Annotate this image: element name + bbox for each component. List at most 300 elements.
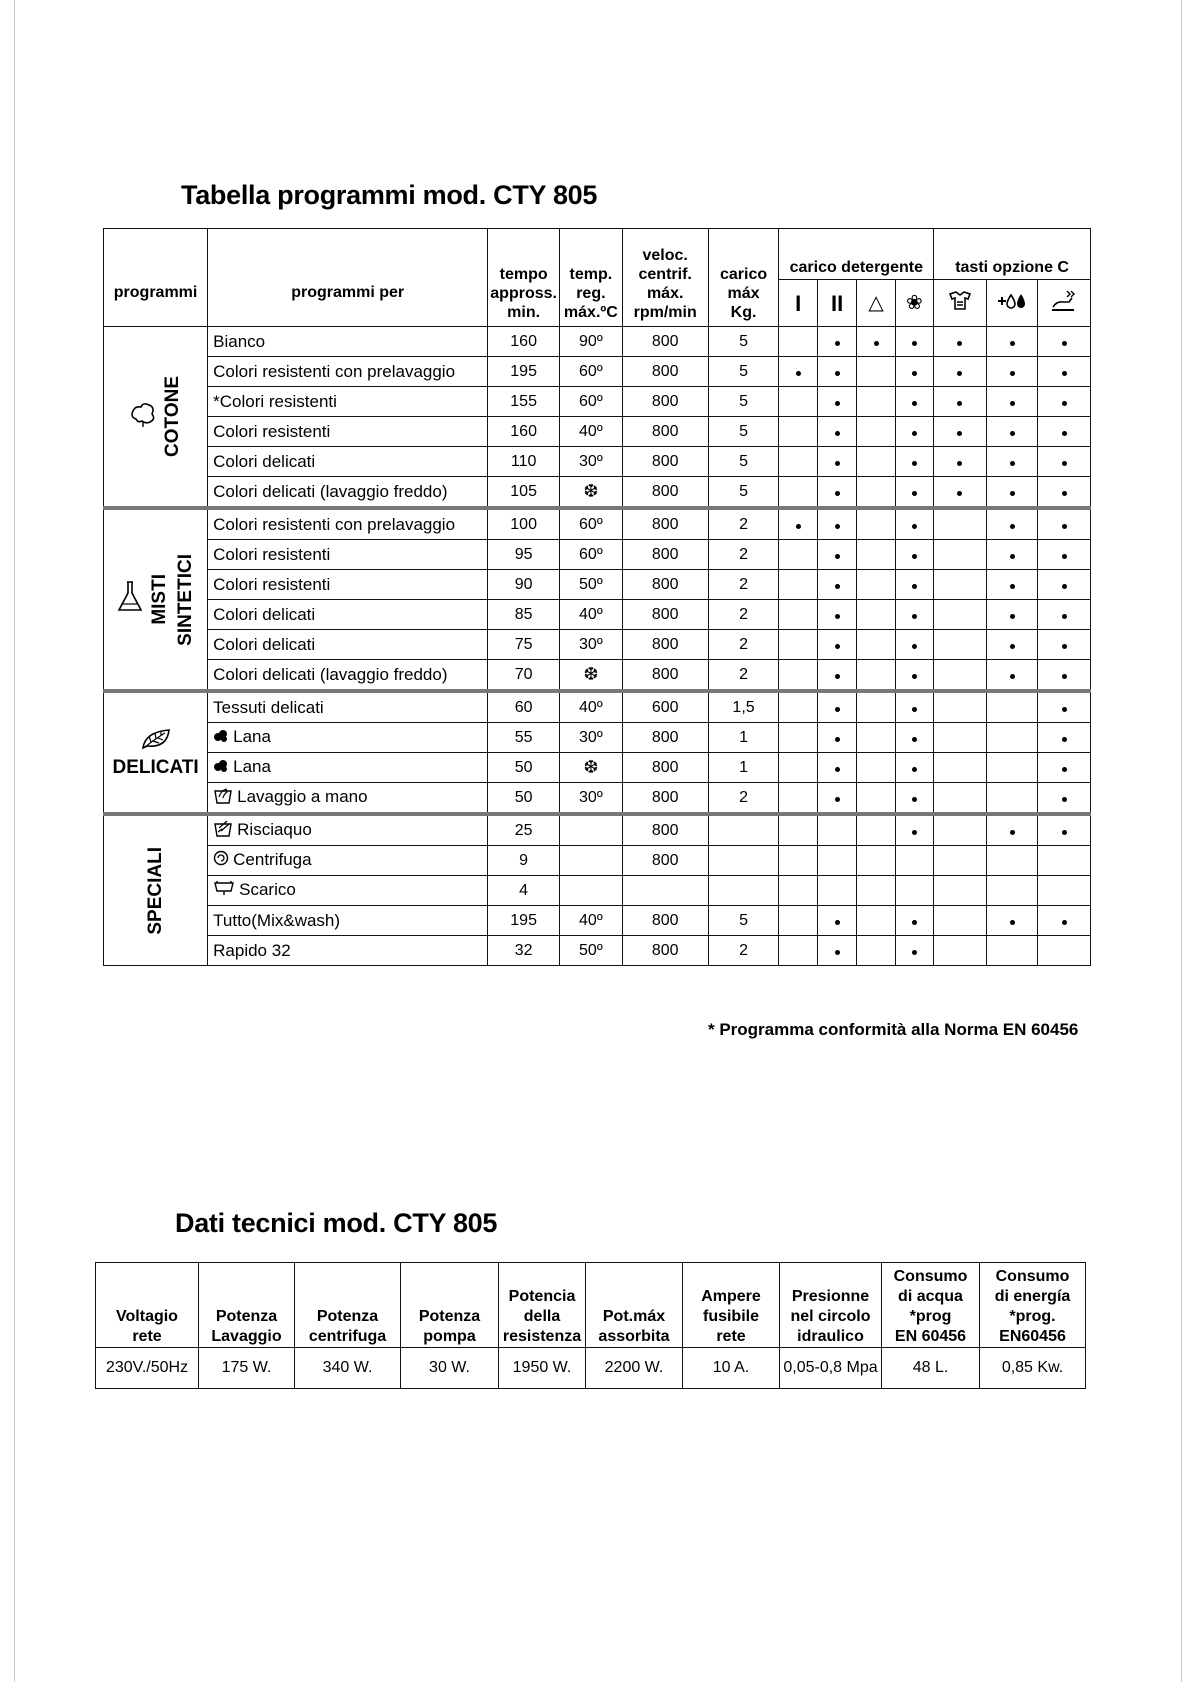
option-mark [934, 477, 987, 509]
bullet-dot [835, 707, 840, 712]
detergent-mark [817, 327, 856, 357]
bullet-dot [835, 401, 840, 406]
bullet-dot [912, 341, 917, 346]
time-cell: 70 [488, 660, 560, 692]
detergent-mark [817, 508, 856, 540]
detergent-mark [895, 417, 933, 447]
program-name-cell [208, 417, 488, 447]
bullet-dot [957, 491, 962, 496]
table-row [104, 876, 1091, 906]
time-cell: 4 [488, 876, 560, 906]
temp-cell: 30º [560, 723, 623, 753]
detergent-mark [779, 447, 817, 477]
time-cell: 55 [488, 723, 560, 753]
option-mark [986, 327, 1038, 357]
bullet-dot [912, 644, 917, 649]
bullet-dot [957, 371, 962, 376]
bullet-dot [912, 707, 917, 712]
temp-cell [560, 846, 623, 876]
detergent-mark [779, 417, 817, 447]
detergent-mark [895, 876, 933, 906]
program-name: Colori resistenti [213, 544, 331, 564]
tech-header-cell: Pot.máx assorbita [586, 1263, 683, 1348]
temp-cell: ❆ [560, 753, 623, 783]
program-name: *Colori resistenti [213, 391, 337, 411]
temp-cell: 60º [560, 357, 623, 387]
detergent-mark [857, 508, 895, 540]
speed-cell: 800 [622, 660, 708, 692]
group-label: DELICATI [112, 757, 199, 778]
detergent-mark [817, 570, 856, 600]
load-cell: 2 [708, 508, 779, 540]
bullet-dot [912, 491, 917, 496]
detergent-mark [779, 753, 817, 783]
bullet-dot [796, 371, 801, 376]
temp-cell: 30º [560, 630, 623, 660]
detergent-mark [779, 477, 817, 509]
bullet-dot [1062, 920, 1067, 925]
bullet-dot [1010, 830, 1015, 835]
option-mark [986, 477, 1038, 509]
bullet-dot [912, 554, 917, 559]
tech-value-cell: 230V./50Hz [96, 1348, 199, 1389]
table-row [104, 630, 1091, 660]
program-name-cell [208, 630, 488, 660]
tech-header-row [96, 1263, 1086, 1348]
load-cell: 2 [708, 783, 779, 815]
option-mark [986, 570, 1038, 600]
drain-icon [213, 880, 235, 901]
speed-cell: 800 [622, 477, 708, 509]
table-row [104, 570, 1091, 600]
bullet-dot [1010, 371, 1015, 376]
option-mark [986, 660, 1038, 692]
detergent-mark [817, 660, 856, 692]
detergent-mark [895, 846, 933, 876]
table-row [104, 906, 1091, 936]
detergent-mark [817, 753, 856, 783]
program-name: Colori delicati [213, 634, 316, 654]
bullet-dot [912, 614, 917, 619]
load-cell: 2 [708, 600, 779, 630]
option-mark [986, 876, 1038, 906]
option-mark [934, 357, 987, 387]
speed-cell: 800 [622, 570, 708, 600]
speed-cell: 800 [622, 540, 708, 570]
time-cell: 155 [488, 387, 560, 417]
table-row [104, 783, 1091, 815]
bullet-dot [957, 341, 962, 346]
detergent-mark [779, 630, 817, 660]
detergent-mark [895, 906, 933, 936]
option-mark [934, 540, 987, 570]
temp-cell: 90º [560, 327, 623, 357]
bullet-dot [835, 644, 840, 649]
bullet-dot [1010, 614, 1015, 619]
bullet-dot [835, 797, 840, 802]
load-cell: 2 [708, 660, 779, 692]
program-name: Bianco [213, 331, 266, 351]
tech-value-cell: 48 L. [882, 1348, 980, 1389]
detergent-mark [895, 477, 933, 509]
program-name-cell [208, 540, 488, 570]
detergent-mark [895, 327, 933, 357]
tech-value-cell: 2200 W. [586, 1348, 683, 1389]
detergent-mark [895, 540, 933, 570]
tech-header-cell: Potencia della resistenza [499, 1263, 586, 1348]
load-cell: 5 [708, 447, 779, 477]
bullet-dot [912, 767, 917, 772]
detergent-mark [857, 753, 895, 783]
wool-icon [213, 758, 229, 778]
detergent-mark [817, 540, 856, 570]
detergent-mark [857, 906, 895, 936]
time-cell: 32 [488, 936, 560, 966]
detergent-mark [857, 723, 895, 753]
tech-header-cell: Consumo di acqua *prog EN 60456 [882, 1263, 980, 1348]
temp-cell [560, 814, 623, 846]
option-mark [986, 387, 1038, 417]
table-row [104, 540, 1091, 570]
tech-value-cell: 30 W. [401, 1348, 499, 1389]
detergent-mark [817, 814, 856, 846]
detergent-mark [817, 846, 856, 876]
option-mark [986, 630, 1038, 660]
bullet-dot [1062, 371, 1067, 376]
program-name-cell [208, 753, 488, 783]
bullet-dot [1062, 401, 1067, 406]
detergent-mark [817, 387, 856, 417]
option-mark [1038, 783, 1091, 815]
detergent-mark [857, 387, 895, 417]
detergent-mark [779, 540, 817, 570]
detergent-mark [817, 417, 856, 447]
detergent-mark [895, 447, 933, 477]
detergent-mark [817, 357, 856, 387]
program-name: Colori resistenti [213, 574, 331, 594]
bullet-dot [1062, 341, 1067, 346]
time-cell: 90 [488, 570, 560, 600]
option-mark [934, 846, 987, 876]
program-name-cell [208, 723, 488, 753]
option-mark [1038, 357, 1091, 387]
temp-cell: 50º [560, 936, 623, 966]
detergent-mark [895, 691, 933, 723]
detergent-mark [857, 447, 895, 477]
option-mark [934, 417, 987, 447]
option-mark [1038, 936, 1091, 966]
table-row [104, 936, 1091, 966]
option-mark [934, 570, 987, 600]
speed-cell: 800 [622, 357, 708, 387]
program-name-cell [208, 327, 488, 357]
program-name: Colori resistenti [213, 421, 331, 441]
detergent-mark [895, 753, 933, 783]
speed-cell [622, 876, 708, 906]
bullet-dot [1062, 674, 1067, 679]
bullet-dot [912, 524, 917, 529]
program-name-cell [208, 477, 488, 509]
load-cell: 5 [708, 417, 779, 447]
option-mark [1038, 447, 1091, 477]
detergent-mark [817, 723, 856, 753]
program-name-cell [208, 357, 488, 387]
bullet-dot [1062, 491, 1067, 496]
option-mark [1038, 600, 1091, 630]
program-name: Risciaquo [237, 819, 312, 839]
detergent-mark [779, 723, 817, 753]
bullet-dot [835, 554, 840, 559]
table-row [104, 691, 1091, 723]
table-row [104, 387, 1091, 417]
program-name: Tessuti delicati [213, 697, 324, 717]
time-cell: 50 [488, 783, 560, 815]
bullet-dot [912, 830, 917, 835]
bullet-dot [835, 920, 840, 925]
header-tempo: tempo appross. min. [488, 229, 560, 327]
detergent-mark [857, 876, 895, 906]
time-cell: 160 [488, 327, 560, 357]
option-mark [1038, 846, 1091, 876]
temp-cell: 40º [560, 600, 623, 630]
detergent-col-2: II [817, 280, 856, 327]
detergent-mark [895, 814, 933, 846]
option-mark [1038, 876, 1091, 906]
bullet-dot [1010, 674, 1015, 679]
detergent-mark [857, 327, 895, 357]
option-mark [934, 723, 987, 753]
option-mark [986, 417, 1038, 447]
load-cell: 5 [708, 327, 779, 357]
program-name: Lana [233, 757, 271, 777]
bullet-dot [912, 950, 917, 955]
group-cell-speciali [104, 814, 208, 966]
option-mark [1038, 630, 1091, 660]
fast-forward-icon [1038, 280, 1091, 327]
option-mark [986, 508, 1038, 540]
option-mark [986, 846, 1038, 876]
time-cell: 75 [488, 630, 560, 660]
detergent-mark [857, 540, 895, 570]
temp-cell: ❆ [560, 477, 623, 509]
option-mark [934, 876, 987, 906]
load-cell: 2 [708, 936, 779, 966]
table-row [104, 417, 1091, 447]
detergent-mark [857, 936, 895, 966]
speed-cell: 800 [622, 753, 708, 783]
option-mark [986, 723, 1038, 753]
table-row [104, 753, 1091, 783]
detergent-mark [817, 600, 856, 630]
load-cell [708, 876, 779, 906]
detergent-mark [779, 876, 817, 906]
temp-cell [560, 876, 623, 906]
load-cell: 5 [708, 357, 779, 387]
option-mark [986, 691, 1038, 723]
detergent-mark [817, 630, 856, 660]
tech-values-row [96, 1348, 1086, 1389]
time-cell: 25 [488, 814, 560, 846]
program-name: Lana [233, 727, 271, 747]
option-mark [1038, 417, 1091, 447]
option-mark [934, 447, 987, 477]
speed-cell: 800 [622, 630, 708, 660]
bullet-dot [957, 431, 962, 436]
detergent-mark [779, 600, 817, 630]
temp-cell: 30º [560, 447, 623, 477]
bullet-dot [1062, 431, 1067, 436]
program-name-cell [208, 600, 488, 630]
option-mark [1038, 570, 1091, 600]
option-mark [1038, 540, 1091, 570]
time-cell: 50 [488, 753, 560, 783]
program-name: Scarico [239, 879, 296, 899]
wool-icon [213, 728, 229, 748]
detergent-mark [817, 876, 856, 906]
program-name: Centrifuga [233, 849, 312, 869]
program-name: Colori resistenti con prelavaggio [213, 361, 456, 381]
time-cell: 60 [488, 691, 560, 723]
option-mark [986, 783, 1038, 815]
detergent-mark [779, 570, 817, 600]
bullet-dot [835, 950, 840, 955]
detergent-col-softener: ❀ [895, 280, 933, 327]
bullet-dot [1062, 584, 1067, 589]
bullet-dot [835, 524, 840, 529]
time-cell: 105 [488, 477, 560, 509]
table-row [104, 723, 1091, 753]
option-mark [934, 753, 987, 783]
program-name-cell [208, 660, 488, 692]
detergent-mark [857, 660, 895, 692]
bullet-dot [1062, 614, 1067, 619]
bullet-dot [1010, 554, 1015, 559]
load-cell: 2 [708, 630, 779, 660]
table-row [104, 846, 1091, 876]
option-mark [934, 691, 987, 723]
leaf-icon [104, 726, 207, 757]
option-mark [1038, 906, 1091, 936]
speed-cell: 800 [622, 387, 708, 417]
load-cell [708, 846, 779, 876]
tech-table [95, 1262, 1086, 1389]
bullet-dot [874, 341, 879, 346]
bullet-dot [957, 401, 962, 406]
temp-cell: 40º [560, 417, 623, 447]
tech-value-cell: 0,05-0,8 Mpa [780, 1348, 882, 1389]
option-mark [934, 906, 987, 936]
load-cell: 5 [708, 477, 779, 509]
option-mark [934, 508, 987, 540]
header-veloc: veloc. centrif. máx. rpm/min [622, 229, 708, 327]
tech-value-cell: 175 W. [199, 1348, 295, 1389]
program-name-cell [208, 570, 488, 600]
option-mark [986, 357, 1038, 387]
table-row [104, 327, 1091, 357]
detergent-mark [817, 906, 856, 936]
detergent-mark [857, 814, 895, 846]
option-mark [1038, 327, 1091, 357]
temp-cell: 40º [560, 691, 623, 723]
program-table [103, 228, 1091, 966]
bullet-dot [912, 737, 917, 742]
table-row [104, 477, 1091, 509]
table-row [104, 508, 1091, 540]
footnote: * Programma conformità alla Norma EN 60456 [708, 1020, 1079, 1039]
load-cell: 1 [708, 723, 779, 753]
load-cell: 2 [708, 570, 779, 600]
detergent-mark [857, 783, 895, 815]
option-mark [1038, 723, 1091, 753]
program-name: Colori delicati [213, 451, 316, 471]
bullet-dot [835, 371, 840, 376]
temp-cell: 30º [560, 783, 623, 815]
program-name-cell [208, 846, 488, 876]
bullet-dot [1010, 584, 1015, 589]
page-edge-left [14, 0, 15, 1682]
program-table-body [104, 327, 1091, 966]
program-name-cell [208, 691, 488, 723]
bullet-dot [1010, 920, 1015, 925]
program-name: Colori delicati (lavaggio freddo) [213, 481, 448, 501]
program-name-cell [208, 387, 488, 417]
bullet-dot [957, 461, 962, 466]
speed-cell: 800 [622, 723, 708, 753]
option-mark [986, 906, 1038, 936]
bullet-dot [835, 491, 840, 496]
table-row [104, 660, 1091, 692]
detergent-mark [817, 691, 856, 723]
temp-cell: 60º [560, 540, 623, 570]
bullet-dot [912, 401, 917, 406]
detergent-mark [857, 846, 895, 876]
program-name: Colori delicati [213, 604, 316, 624]
detergent-mark [895, 630, 933, 660]
time-cell: 195 [488, 357, 560, 387]
program-name: Tutto(Mix&wash) [213, 910, 341, 930]
bullet-dot [1062, 554, 1067, 559]
load-cell: 2 [708, 540, 779, 570]
option-mark [986, 936, 1038, 966]
time-cell: 100 [488, 508, 560, 540]
bullet-dot [835, 737, 840, 742]
detergent-mark [817, 783, 856, 815]
speed-cell: 800 [622, 327, 708, 357]
cotton-flower-icon [128, 399, 158, 434]
tech-value-cell: 0,85 Kw. [980, 1348, 1086, 1389]
speed-cell: 800 [622, 600, 708, 630]
tech-value-cell: 1950 W. [499, 1348, 586, 1389]
detergent-mark [817, 447, 856, 477]
detergent-mark [857, 630, 895, 660]
option-mark [1038, 691, 1091, 723]
detergent-mark [817, 477, 856, 509]
bullet-dot [835, 767, 840, 772]
option-mark [986, 447, 1038, 477]
bullet-dot [1010, 491, 1015, 496]
speed-cell: 800 [622, 417, 708, 447]
time-cell: 195 [488, 906, 560, 936]
speed-cell: 800 [622, 846, 708, 876]
detergent-col-bleach: △ [857, 280, 895, 327]
group-label: MISTI [148, 574, 170, 625]
detergent-mark [857, 600, 895, 630]
option-mark [934, 630, 987, 660]
hand-wash-icon [213, 785, 233, 810]
group-cell-cotone [104, 327, 208, 509]
option-mark [1038, 660, 1091, 692]
bullet-dot [835, 674, 840, 679]
